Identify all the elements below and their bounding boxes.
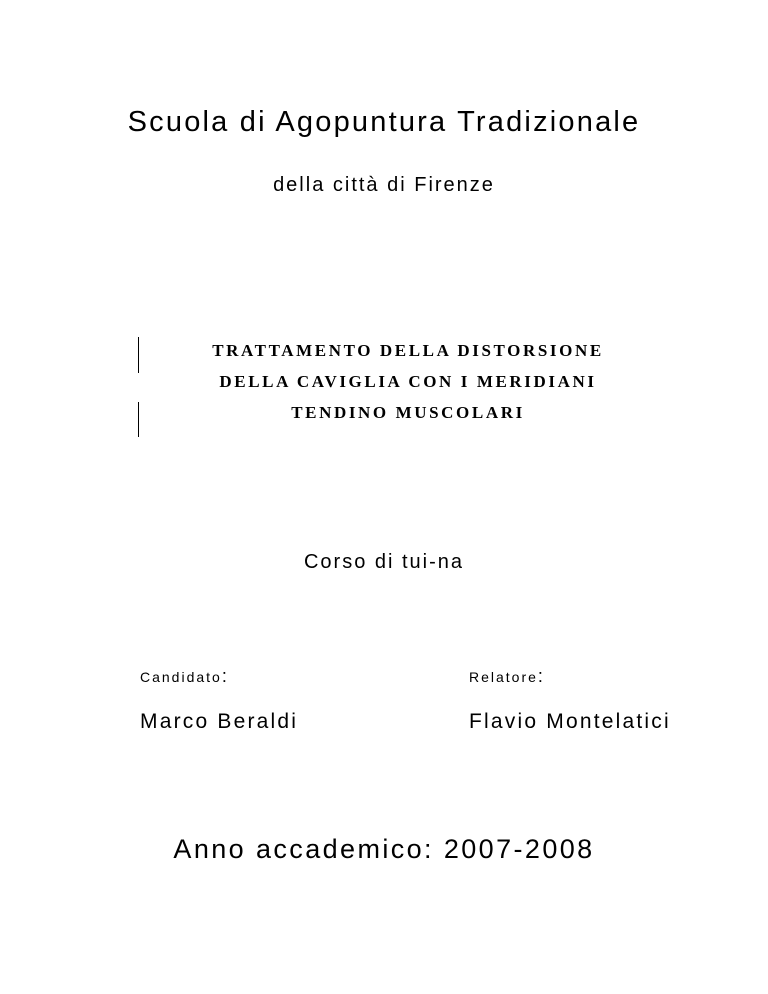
revision-bar <box>138 337 139 373</box>
thesis-title-line-3: TENDINO MUSCOLARI <box>291 403 525 422</box>
candidate-label-colon: : <box>221 666 227 686</box>
course-name: Corso di tui-na <box>303 551 465 573</box>
supervisor-label <box>469 666 543 687</box>
supervisor-label-colon: : <box>537 666 543 686</box>
candidate-label-text: Candidato <box>140 669 222 685</box>
revision-bar <box>138 402 139 437</box>
supervisor-label-text: Relatore <box>469 669 538 685</box>
candidate-name: Marco Beraldi <box>140 710 299 733</box>
supervisor-name: Flavio Montelatici <box>469 710 671 733</box>
thesis-title-line-1: TRATTAMENTO DELLA DISTORSIONE <box>212 341 604 360</box>
thesis-title-line-2: DELLA CAVIGLIA CON I MERIDIANI <box>219 372 597 391</box>
school-city: della città di Firenze <box>273 174 495 196</box>
candidate-label <box>140 666 227 687</box>
school-name: Scuola di Agopuntura Tradizionale <box>127 106 641 138</box>
academic-year: Anno accademico: 2007-2008 <box>173 834 595 864</box>
